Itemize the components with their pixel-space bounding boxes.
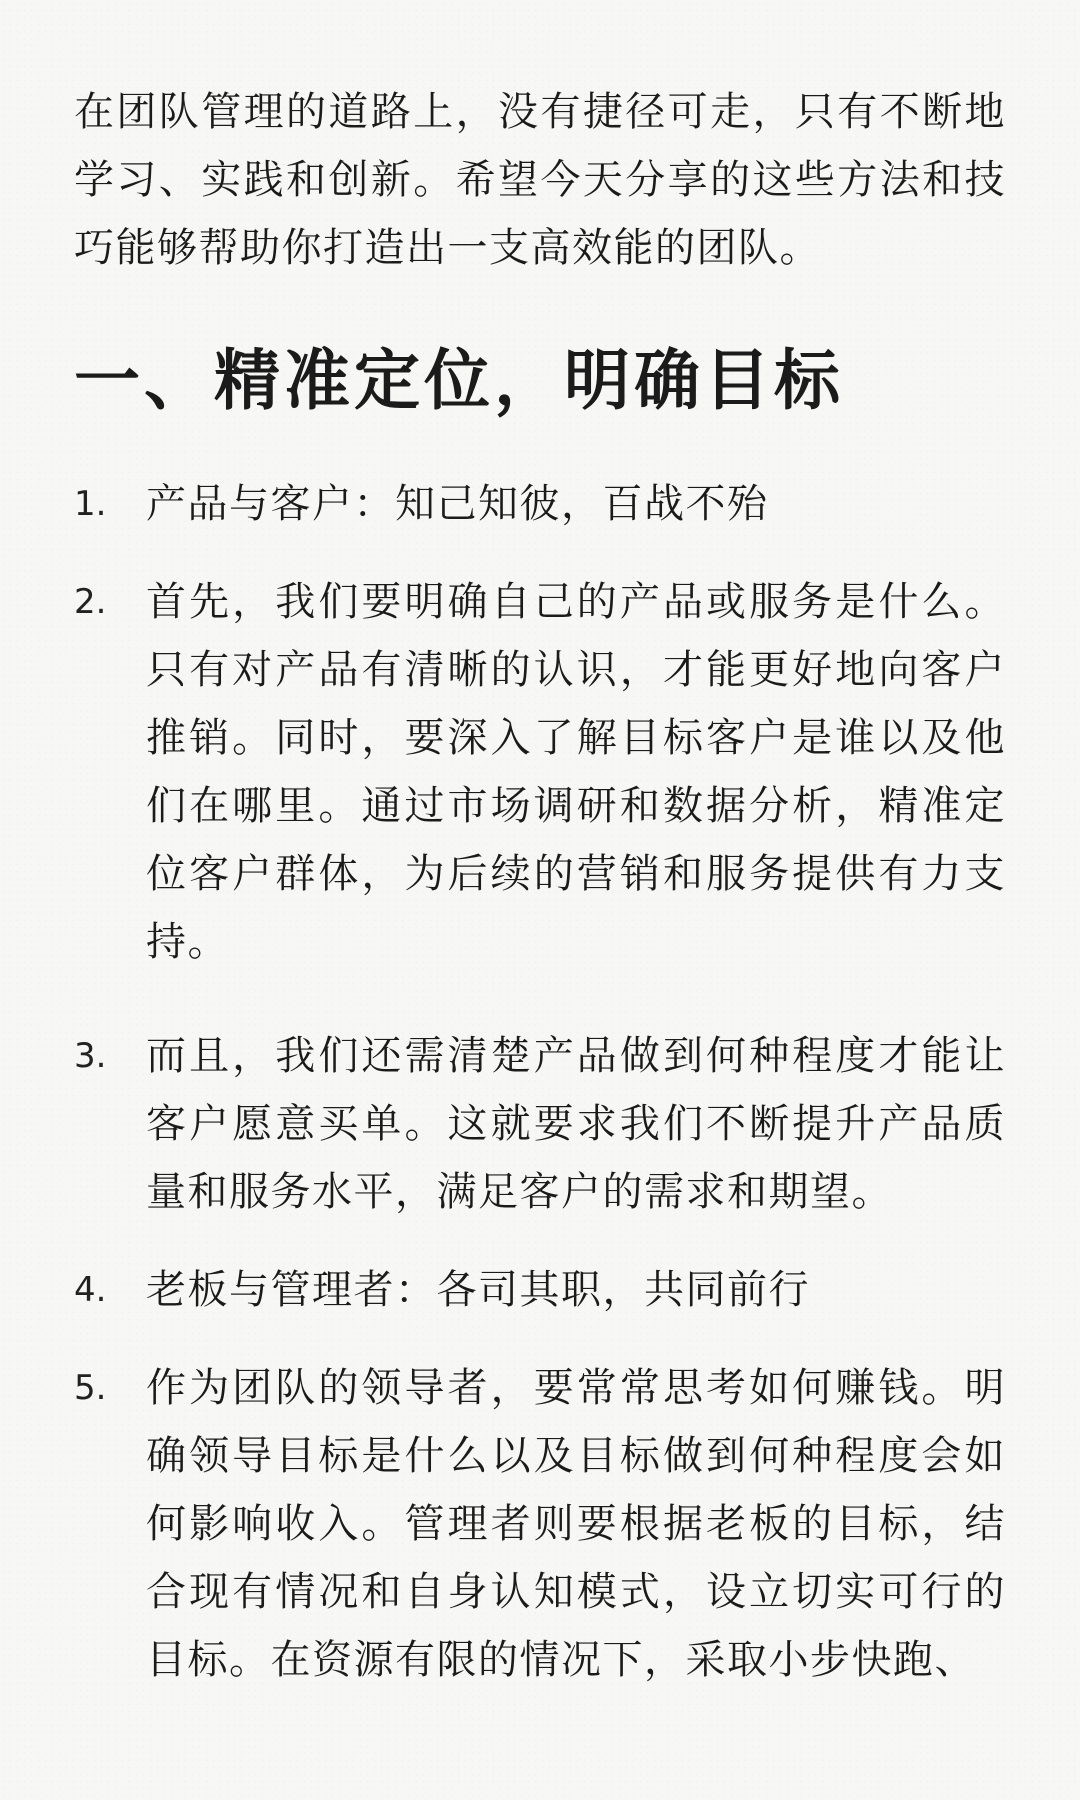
section-heading: 一、精准定位，明确目标 — [74, 341, 844, 419]
list-number: 2. — [74, 582, 107, 622]
list-item — [74, 1354, 1006, 1694]
list-item — [74, 470, 1006, 538]
list-item — [74, 1022, 1006, 1226]
list-number: 3. — [74, 1036, 107, 1076]
list-item — [74, 1256, 1006, 1324]
list-item-text: 产品与客户：知己知彼，百战不殆 — [146, 481, 769, 527]
list-item-text: 而且，我们还需清楚产品做到何种程度才能让客户愿意买单。这就要求我们不断提升产品质量和服务水平，满足客户的需求和期望。 — [146, 1033, 1006, 1215]
list-item-text: 老板与管理者：各司其职，共同前行 — [146, 1267, 810, 1313]
list-number: 4. — [74, 1270, 107, 1310]
list-item-text: 首先，我们要明确自己的产品或服务是什么。只有对产品有清晰的认识，才能更好地向客户推销。同时，要深入了解目标客户是谁以及他们在哪里。通过市场调研和数据分析，精准定位客户群体，为后续的营销和服务提供有力支持。 — [146, 579, 1006, 965]
list-item — [74, 568, 1006, 976]
list-item-text: 作为团队的领导者，要常常思考如何赚钱。明确领导目标是什么以及目标做到何种程度会如何影响收入。管理者则要根据老板的目标，结合现有情况和自身认知模式，设立切实可行的目标。在资源有限的情况下，采取小步快跑、 — [146, 1365, 1006, 1683]
intro-paragraph: 在团队管理的道路上，没有捷径可走，只有不断地学习、实践和创新。希望今天分享的这些方法和技巧能够帮助你打造出一支高效能的团队。 — [74, 89, 1006, 271]
list-number: 5. — [74, 1368, 107, 1408]
numbered-list — [74, 470, 1006, 1694]
list-number: 1. — [74, 484, 107, 524]
